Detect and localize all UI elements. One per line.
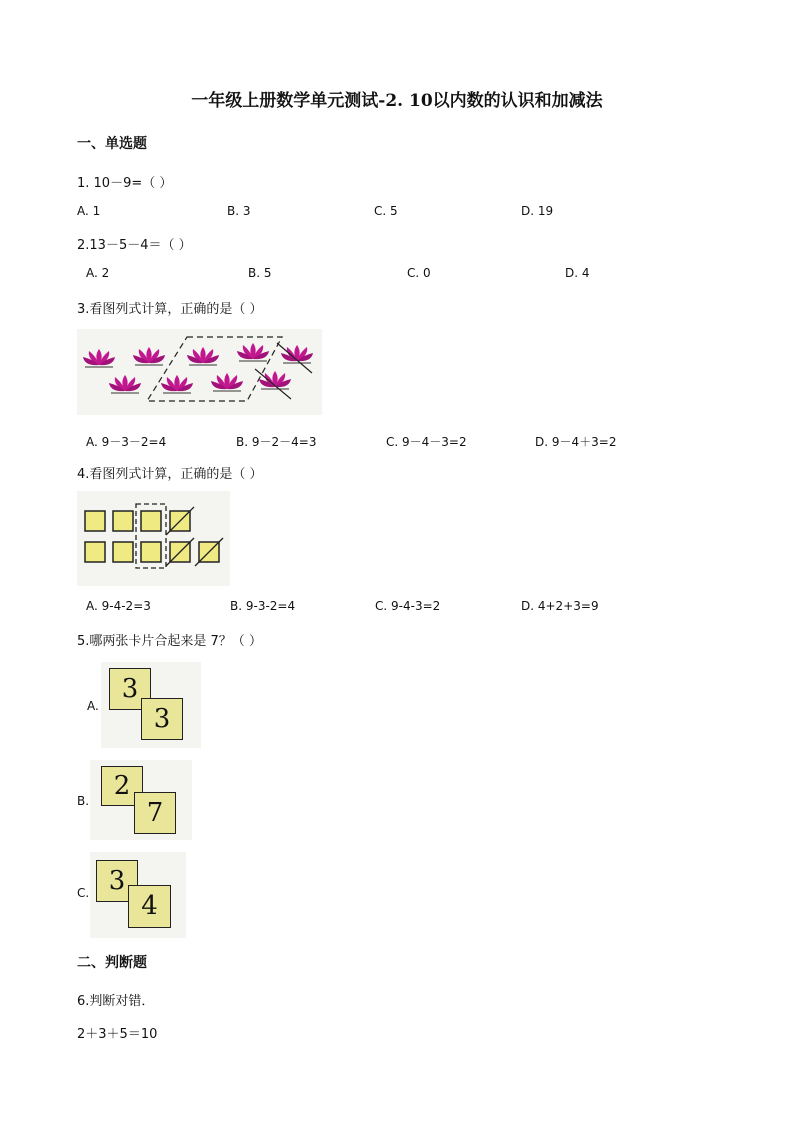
q4-option-a[interactable]: A. 9-4-2=3 [86, 599, 151, 613]
q3-option-a[interactable]: A. 9－3－2=4 [86, 435, 167, 449]
q2-option-b[interactable]: B. 5 [248, 266, 272, 280]
q3-option-d[interactable]: D. 9－4＋3=2 [535, 435, 617, 449]
section-heading-true-false: 二、判断题 [77, 955, 147, 971]
lotus-flower-icon [77, 329, 322, 415]
q5-option-a-label[interactable]: A. [87, 699, 99, 713]
q5-option-a-cards[interactable] [101, 662, 201, 748]
q2-option-c[interactable]: C. 0 [407, 266, 431, 280]
q5-a-card-1: 3 [109, 668, 151, 710]
q4-option-b[interactable]: B. 9-3-2=4 [230, 599, 296, 613]
q4-option-c[interactable]: C. 9-4-3=2 [375, 599, 441, 613]
q1-option-d[interactable]: D. 19 [521, 204, 554, 218]
q5-option-b-label[interactable]: B. [77, 794, 90, 808]
q2-option-a[interactable]: A. 2 [86, 266, 110, 280]
question-3: 3.看图列式计算，正确的是（ ） [77, 302, 263, 317]
q1-option-b[interactable]: B. 3 [227, 204, 251, 218]
q4-option-d[interactable]: D. 4+2+3=9 [521, 599, 599, 613]
q5-option-c-label[interactable]: C. [77, 886, 90, 900]
question-1: 1. 10－9=（ ） [77, 176, 173, 191]
section-heading-single-choice: 一、单选题 [77, 136, 147, 152]
question-4: 4.看图列式计算，正确的是（ ） [77, 467, 263, 482]
q5-b-card-2: 7 [134, 792, 176, 834]
question-2: 2.13－5－4＝（ ） [77, 238, 192, 253]
page-title: 一年级上册数学单元测试-2. 10以内数的认识和加减法 [191, 91, 603, 111]
q5-b-card-1: 2 [101, 766, 143, 806]
q3-lotus-figure [77, 329, 322, 415]
q1-option-a[interactable]: A. 1 [77, 204, 101, 218]
q2-option-d[interactable]: D. 4 [565, 266, 590, 280]
square-icon [77, 491, 230, 586]
q5-c-card-2: 4 [128, 885, 171, 928]
question-6-equation: 2＋3＋5＝10 [77, 1027, 158, 1042]
q5-option-c-cards[interactable] [90, 852, 186, 938]
question-5: 5.哪两张卡片合起来是 7？（ ） [77, 634, 262, 649]
q5-c-card-1: 3 [96, 860, 138, 902]
q3-option-b[interactable]: B. 9－2－4=3 [236, 435, 317, 449]
q5-option-b-cards[interactable] [90, 760, 192, 840]
question-6: 6.判断对错． [77, 994, 155, 1009]
q1-option-c[interactable]: C. 5 [374, 204, 398, 218]
q3-option-c[interactable]: C. 9－4－3=2 [386, 435, 467, 449]
q4-squares-figure [77, 491, 230, 586]
q5-a-card-2: 3 [141, 698, 183, 740]
